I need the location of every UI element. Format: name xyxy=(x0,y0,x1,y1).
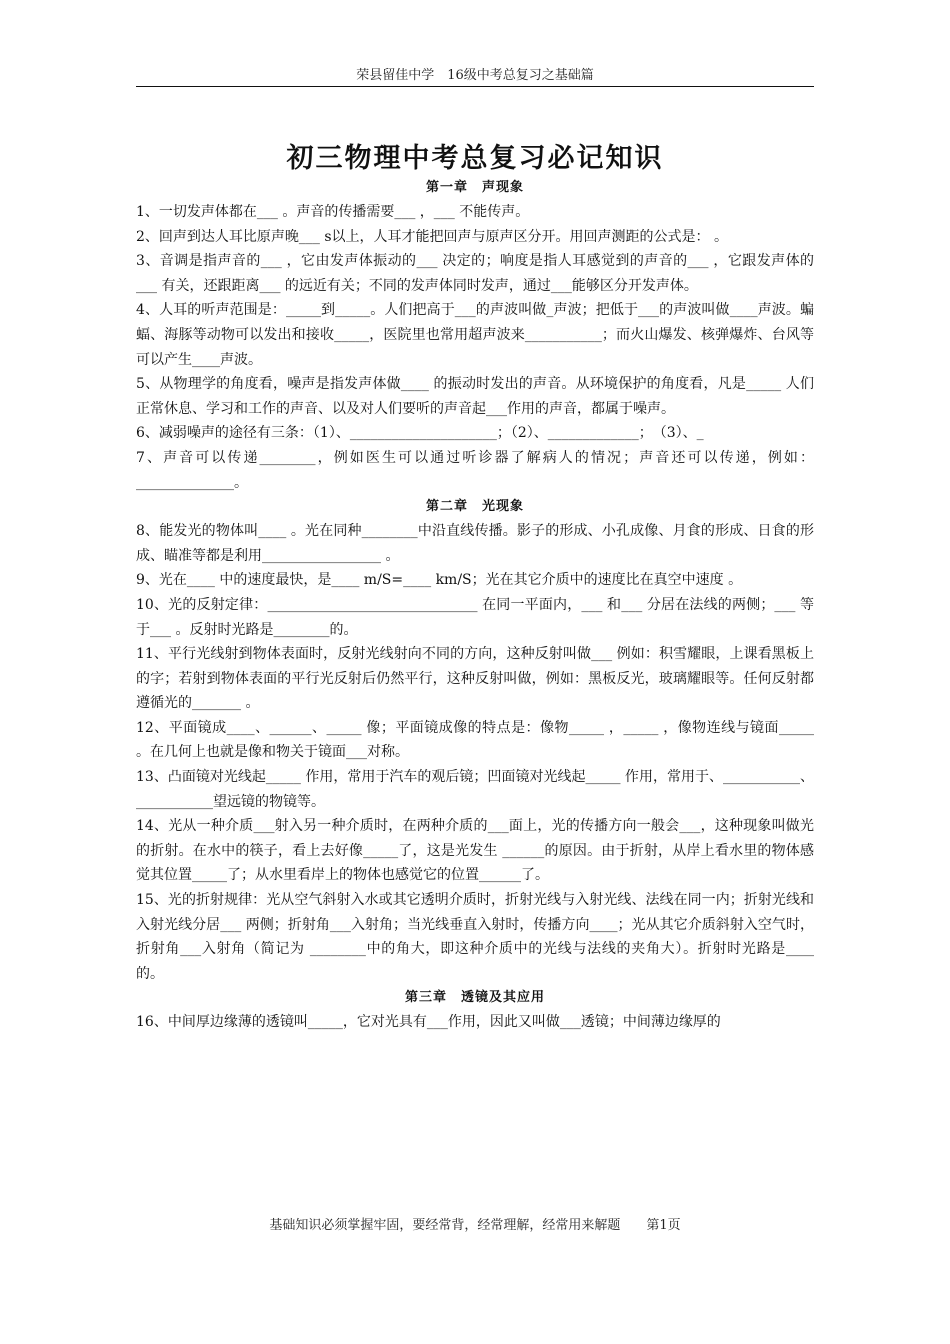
page-footer: 基础知识必须掌握牢固，要经常背，经常理解，经常用来解题 第1页 xyxy=(269,1218,681,1233)
paragraph-8: 8、能发光的物体叫____ 。光在同种________中沿直线传播。影子的形成、小孔成像、月食的形成、日食的形成、瞄准等都是利用_________________ 。 xyxy=(136,523,814,564)
document-body xyxy=(136,176,814,1035)
header-rule xyxy=(136,86,814,87)
paragraph-16: 16、中间厚边缘薄的透镜叫_____，它对光具有___作用，因此又叫做___透镜；中间薄边缘厚的 xyxy=(136,1014,721,1031)
paragraph-11: 11、平行光线射到物体表面时，反射光线射向不同的方向，这种反射叫做___ 例如：积雪耀眼，上课看黑板上的字；若射到物体表面的平行光反射后仍然平行，这种反射叫做，例如：黑板反光，玻璃耀眼等。任何反射都遵循光的_______ 。 xyxy=(136,646,814,712)
paragraph-13: 13、凸面镜对光线起_____ 作用，常用于汽车的观后镜；凹面镜对光线起_____ 作用，常用于、___________、___________望远镜的物镜等。 xyxy=(136,769,814,810)
chapter-heading-1: 第一章 声现象 xyxy=(425,180,524,195)
paragraph-10: 10、光的反射定律：______________________________ 在同一平面内，___ 和___ 分居在法线的两侧；___ 等于___ 。反射时光路是________的。 xyxy=(136,596,814,638)
page-title: 初三物理中考总复习必记知识 xyxy=(286,143,664,174)
paragraph-15: 15、光的折射规律：光从空气斜射入水或其它透明介质时，折射光线与入射光线、法线在同一内；折射光线和入射光线分居___ 两侧；折射角___入射角；当光线垂直入射时，传播方向____；光从其它介质斜射入空气时，折射角___入射角（简记为 ________中的角大，即这种介质中的光线与法线的夹角大）。折射时光路是____ 的。 xyxy=(136,892,814,982)
paragraph-7: 7、声音可以传递________，例如医生可以通过听诊器了解病人的情况；声音还可以传递，例如：______________。 xyxy=(136,449,814,491)
paragraph-3: 3、音调是指声音的___ ，它由发声体振动的___ 决定的；响度是指人耳感觉到的声音的___ ，它跟发声体的___ 有关，还跟距离___ 的远近有关；不同的发声体同时发声，通过___能够区分开发声体。 xyxy=(136,253,814,294)
paragraph-9: 9、光在____ 中的速度最快，是____ m/S=____ km/S；光在其它介质中的速度比在真空中速度 。 xyxy=(136,572,743,589)
paragraph-6: 6、减弱噪声的途径有三条：（1）、_____________________；（2）、_____________； （3）、_ xyxy=(136,425,704,442)
paragraph-14: 14、光从一种介质___射入另一种介质时，在两种介质的___面上，光的传播方向一般会___，这种现象叫做光的折射。在水中的筷子，看上去好像_____了，这是光发生 ______的原因。由于折射，从岸上看水里的物体感觉其位置_____了；从水里看岸上的物体也感觉它的位置______了。 xyxy=(136,818,814,884)
paragraph-4: 4、人耳的听声范围是：_____到_____。人们把高于___的声波叫做_声波；把低于___的声波叫做____声波。蝙蝠、海豚等动物可以发出和接收_____，医院里也常用超声波来___________；而火山爆发、核弹爆炸、台风等可以产生____声波。 xyxy=(136,302,814,368)
paragraph-12: 12、平面镜成____、______、_____ 像；平面镜成像的特点是：像物_____ ，_____ ，像物连线与镜面_____ 。在几何上也就是像和物关于镜面___对称。 xyxy=(136,719,814,761)
page-header: 荣县留佳中学 16级中考总复习之基础篇 xyxy=(356,68,594,83)
paragraph-1: 1、一切发声体都在___ 。声音的传播需要___ ，___ 不能传声。 xyxy=(136,204,530,220)
paragraph-2: 2、回声到达人耳比原声晚___ s以上，人耳才能把回声与原声区分开。用回声测距的公式是： 。 xyxy=(136,228,728,245)
chapter-heading-3: 第三章 透镜及其应用 xyxy=(404,990,545,1006)
paragraph-5: 5、从物理学的角度看，噪声是指发声体做____ 的振动时发出的声音。从环境保护的角度看，凡是_____ 人们正常休息、学习和工作的声音、以及对人们要听的声音起___作用的声音，都属于噪声。 xyxy=(136,376,814,417)
chapter-heading-2: 第二章 光现象 xyxy=(425,499,524,515)
